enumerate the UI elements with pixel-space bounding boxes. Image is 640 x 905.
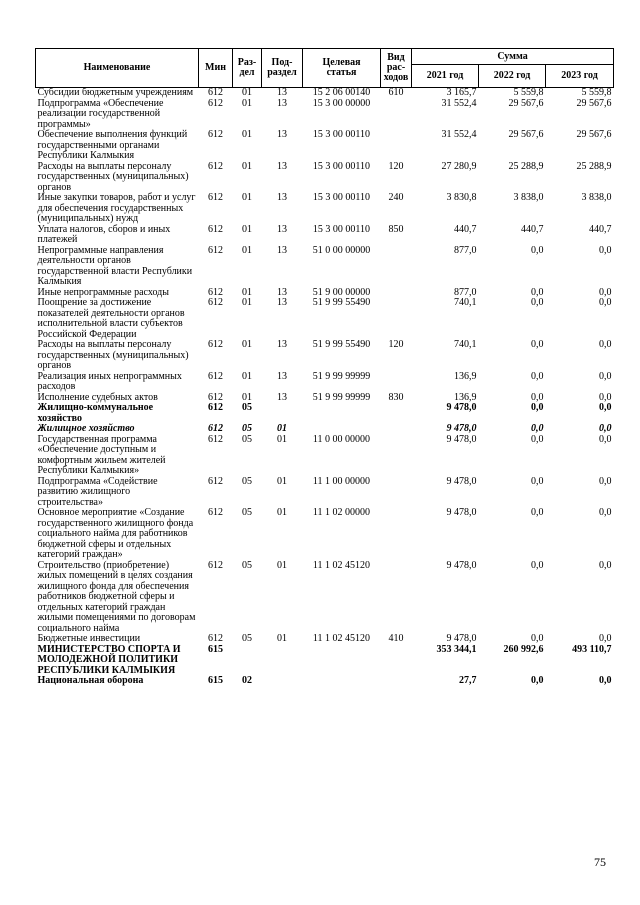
cell-podrazdel: 01 bbox=[277, 423, 287, 434]
cell-2022: 0,0 bbox=[531, 244, 544, 256]
cell-podrazdel bbox=[262, 645, 303, 677]
table-row bbox=[36, 225, 614, 246]
cell-vid bbox=[381, 372, 412, 393]
cell-vid: 410 bbox=[388, 633, 404, 644]
cell-vid bbox=[381, 298, 412, 340]
cell-target: 15 3 00 00110 bbox=[312, 160, 371, 172]
cell-vid: 610 bbox=[388, 87, 404, 98]
header-vid: Вид рас- ходов bbox=[381, 49, 412, 88]
cell-podrazdel: 13 bbox=[277, 87, 287, 98]
cell-vid bbox=[381, 403, 412, 424]
cell-2021: 3 165,7 bbox=[446, 87, 477, 98]
cell-2022: 25 288,9 bbox=[508, 160, 544, 172]
cell-podrazdel: 13 bbox=[277, 160, 287, 172]
cell-min: 615 bbox=[208, 675, 223, 686]
cell-name: Подпрограмма «Обеспечение реализации государственной программы» bbox=[37, 97, 164, 130]
cell-2021: 9 478,0 bbox=[446, 475, 477, 487]
header-summa: Сумма bbox=[412, 49, 614, 65]
table-row bbox=[36, 477, 614, 509]
cell-podrazdel: 13 bbox=[277, 192, 287, 203]
cell-2022: 0,0 bbox=[531, 402, 544, 413]
cell-name: Расходы на выплаты персоналу государственных (муниципальных) органов bbox=[37, 160, 189, 193]
budget-table bbox=[35, 48, 614, 687]
cell-podrazdel: 13 bbox=[277, 97, 287, 109]
cell-2023: 29 567,6 bbox=[576, 97, 612, 109]
cell-2022: 0,0 bbox=[531, 559, 544, 571]
cell-target bbox=[303, 645, 381, 677]
cell-target: 15 3 00 00110 bbox=[312, 192, 371, 203]
cell-name: Строительство (приобретение) жилых помещений в целях создания жилищного фонда для обеспечения работников бюджетной сферы и отдельных категорий граждан жилыми помещениями по договорам социального найма bbox=[37, 559, 196, 634]
cell-min: 612 bbox=[208, 87, 223, 98]
cell-2023: 0,0 bbox=[599, 559, 612, 571]
cell-2021: 136,9 bbox=[454, 391, 477, 403]
cell-2023: 0,0 bbox=[599, 423, 612, 434]
cell-target: 15 3 00 00110 bbox=[312, 129, 371, 140]
cell-2023: 0,0 bbox=[599, 286, 612, 298]
header-2022: 2022 год bbox=[479, 65, 546, 88]
cell-podrazdel: 01 bbox=[277, 507, 287, 518]
cell-2023: 0,0 bbox=[599, 370, 612, 382]
cell-target: 51 9 99 99999 bbox=[312, 391, 371, 403]
cell-2022: 5 559,8 bbox=[513, 87, 544, 98]
cell-2021: 877,0 bbox=[454, 286, 477, 298]
cell-target bbox=[303, 676, 381, 687]
cell-2021: 740,1 bbox=[454, 297, 477, 308]
cell-vid: 120 bbox=[388, 339, 404, 350]
cell-min: 612 bbox=[208, 423, 223, 434]
cell-podrazdel: 13 bbox=[277, 244, 287, 256]
cell-min: 612 bbox=[208, 391, 223, 403]
table-row bbox=[36, 340, 614, 372]
table-row bbox=[36, 403, 614, 424]
cell-2022: 260 992,6 bbox=[503, 643, 544, 655]
table-row bbox=[36, 634, 614, 645]
table-row bbox=[36, 99, 614, 131]
cell-razdel: 05 bbox=[242, 402, 252, 413]
cell-name: Жилищное хозяйство bbox=[37, 423, 135, 434]
cell-name: Подпрограмма «Содействие развитию жилищного строительства» bbox=[37, 475, 158, 508]
cell-vid bbox=[381, 130, 412, 162]
cell-podrazdel: 01 bbox=[277, 433, 287, 445]
cell-vid bbox=[381, 645, 412, 677]
cell-podrazdel: 13 bbox=[277, 370, 287, 382]
cell-target: 51 9 99 99999 bbox=[312, 370, 371, 382]
cell-vid bbox=[381, 561, 412, 635]
cell-2022: 0,0 bbox=[531, 675, 544, 686]
cell-razdel: 01 bbox=[242, 160, 252, 172]
cell-min: 612 bbox=[208, 223, 223, 235]
cell-podrazdel bbox=[262, 676, 303, 687]
cell-2023: 0,0 bbox=[599, 507, 612, 518]
cell-2023: 0,0 bbox=[599, 675, 612, 686]
cell-min: 615 bbox=[208, 643, 223, 655]
cell-2023: 0,0 bbox=[599, 633, 612, 644]
cell-target: 51 0 00 00000 bbox=[312, 244, 371, 256]
cell-min: 612 bbox=[208, 129, 223, 140]
cell-2021: 3 830,8 bbox=[446, 192, 477, 203]
table-row bbox=[36, 676, 614, 687]
cell-2023: 25 288,9 bbox=[576, 160, 612, 172]
cell-2023: 493 110,7 bbox=[572, 643, 612, 655]
cell-min: 612 bbox=[208, 192, 223, 203]
table-header bbox=[36, 49, 614, 88]
cell-razdel: 05 bbox=[242, 559, 252, 571]
cell-name: Реализация иных непрограммных расходов bbox=[37, 370, 182, 392]
cell-target: 11 1 02 00000 bbox=[312, 507, 371, 518]
cell-razdel: 01 bbox=[242, 223, 252, 235]
cell-podrazdel: 01 bbox=[277, 633, 287, 644]
cell-target: 15 3 00 00110 bbox=[312, 223, 371, 235]
cell-min: 612 bbox=[208, 433, 223, 445]
cell-2021: 31 552,4 bbox=[441, 97, 477, 109]
cell-vid bbox=[381, 99, 412, 131]
cell-2021: 9 478,0 bbox=[446, 633, 477, 644]
cell-name: Жилищно-коммунальное хозяйство bbox=[37, 402, 154, 424]
cell-2022: 29 567,6 bbox=[508, 97, 544, 109]
cell-vid bbox=[381, 435, 412, 477]
cell-name: Иные закупки товаров, работ и услуг для обеспечения государственных (муниципальных) нужд bbox=[37, 192, 196, 224]
table-row bbox=[36, 298, 614, 340]
cell-2021: 27 280,9 bbox=[441, 160, 477, 172]
cell-target: 11 0 00 00000 bbox=[312, 433, 371, 445]
cell-target: 15 3 00 00000 bbox=[312, 97, 371, 109]
table-row bbox=[36, 246, 614, 288]
cell-2021: 9 478,0 bbox=[446, 423, 477, 434]
cell-2021: 136,9 bbox=[454, 370, 477, 382]
cell-vid bbox=[381, 508, 412, 561]
cell-2022: 0,0 bbox=[531, 633, 544, 644]
cell-vid bbox=[381, 424, 412, 435]
table-row bbox=[36, 508, 614, 561]
header-2023: 2023 год bbox=[546, 65, 614, 88]
cell-name: Национальная оборона bbox=[37, 675, 144, 686]
cell-target: 11 1 02 45120 bbox=[312, 559, 371, 571]
cell-vid: 120 bbox=[388, 160, 404, 172]
cell-razdel: 01 bbox=[242, 339, 252, 350]
cell-name: Субсидии бюджетным учреждениям bbox=[37, 87, 194, 98]
cell-podrazdel: 01 bbox=[277, 475, 287, 487]
cell-podrazdel bbox=[262, 403, 303, 424]
cell-vid bbox=[381, 246, 412, 288]
cell-name: Бюджетные инвестиции bbox=[37, 633, 141, 644]
header-podrazdel: Под- раздел bbox=[262, 49, 303, 88]
page-number: 75 bbox=[594, 855, 606, 869]
cell-razdel: 05 bbox=[242, 475, 252, 487]
cell-2023: 0,0 bbox=[599, 297, 612, 308]
cell-razdel: 05 bbox=[242, 423, 252, 434]
cell-2023: 0,0 bbox=[599, 475, 612, 487]
cell-2021: 31 552,4 bbox=[441, 129, 477, 140]
cell-name: Обеспечение выполнения функций государственными органами Республики Калмыкия bbox=[37, 129, 188, 161]
cell-2021: 9 478,0 bbox=[446, 433, 477, 445]
cell-2022: 3 838,0 bbox=[513, 192, 544, 203]
table-row bbox=[36, 561, 614, 635]
cell-razdel: 01 bbox=[242, 391, 252, 403]
header-2021: 2021 год bbox=[412, 65, 479, 88]
cell-min: 612 bbox=[208, 559, 223, 571]
cell-2023: 29 567,6 bbox=[576, 129, 612, 140]
cell-vid bbox=[381, 477, 412, 509]
cell-target: 51 9 99 55490 bbox=[312, 339, 371, 350]
cell-target: 51 9 99 55490 bbox=[312, 297, 371, 308]
cell-razdel: 01 bbox=[242, 297, 252, 308]
cell-2021: 440,7 bbox=[454, 223, 477, 235]
cell-podrazdel: 13 bbox=[277, 129, 287, 140]
cell-2022: 0,0 bbox=[531, 370, 544, 382]
cell-target: 11 1 02 45120 bbox=[312, 633, 371, 644]
table-row bbox=[36, 424, 614, 435]
cell-podrazdel: 13 bbox=[277, 286, 287, 298]
cell-name: Исполнение судебных актов bbox=[37, 391, 158, 403]
header-name: Наименование bbox=[36, 49, 199, 88]
cell-razdel: 01 bbox=[242, 370, 252, 382]
cell-2023: 3 838,0 bbox=[581, 192, 612, 203]
cell-podrazdel: 01 bbox=[277, 559, 287, 571]
cell-target: 11 1 00 00000 bbox=[312, 475, 371, 487]
cell-name: Расходы на выплаты персоналу государственных (муниципальных) органов bbox=[37, 339, 189, 371]
cell-min: 612 bbox=[208, 402, 223, 413]
cell-2021: 9 478,0 bbox=[446, 559, 477, 571]
cell-podrazdel: 13 bbox=[277, 297, 287, 308]
table-row bbox=[36, 193, 614, 225]
cell-2022: 0,0 bbox=[531, 297, 544, 308]
cell-2023: 0,0 bbox=[599, 339, 612, 350]
cell-2022: 0,0 bbox=[531, 423, 544, 434]
cell-2022: 0,0 bbox=[531, 433, 544, 445]
cell-name: Поощрение за достижение показателей деятельности органов исполнительной власти субъектов Российской Федерации bbox=[37, 297, 185, 340]
cell-2021: 9 478,0 bbox=[446, 402, 477, 413]
cell-vid: 850 bbox=[388, 223, 404, 235]
cell-podrazdel: 13 bbox=[277, 339, 287, 350]
cell-min: 612 bbox=[208, 160, 223, 172]
cell-2023: 440,7 bbox=[589, 223, 612, 235]
cell-2022: 0,0 bbox=[531, 339, 544, 350]
cell-2023: 5 559,8 bbox=[581, 87, 612, 98]
cell-name: МИНИСТЕРСТВО СПОРТА И МОЛОДЕЖНОЙ ПОЛИТИКИ РЕСПУБЛИКИ КАЛМЫКИЯ bbox=[37, 643, 181, 676]
cell-2022: 0,0 bbox=[531, 391, 544, 403]
cell-min: 612 bbox=[208, 475, 223, 487]
cell-2021: 353 344,1 bbox=[436, 643, 477, 655]
cell-target bbox=[303, 424, 381, 435]
cell-2021: 740,1 bbox=[454, 339, 477, 350]
cell-razdel: 05 bbox=[242, 433, 252, 445]
cell-min: 612 bbox=[208, 244, 223, 256]
cell-razdel: 02 bbox=[242, 675, 252, 686]
cell-razdel: 01 bbox=[242, 286, 252, 298]
cell-podrazdel: 13 bbox=[277, 223, 287, 235]
table-row bbox=[36, 372, 614, 393]
table-row bbox=[36, 645, 614, 677]
cell-razdel: 01 bbox=[242, 244, 252, 256]
table-row bbox=[36, 130, 614, 162]
cell-2021: 9 478,0 bbox=[446, 507, 477, 518]
cell-razdel: 05 bbox=[242, 633, 252, 644]
cell-vid: 240 bbox=[388, 192, 404, 203]
cell-min: 612 bbox=[208, 633, 223, 644]
cell-min: 612 bbox=[208, 97, 223, 109]
cell-razdel: 01 bbox=[242, 192, 252, 203]
cell-target bbox=[303, 403, 381, 424]
header-target: Целевая статья bbox=[303, 49, 381, 88]
cell-min: 612 bbox=[208, 286, 223, 298]
cell-razdel: 01 bbox=[242, 87, 252, 98]
cell-razdel: 05 bbox=[242, 507, 252, 518]
cell-min: 612 bbox=[208, 370, 223, 382]
cell-razdel bbox=[233, 645, 262, 677]
cell-min: 612 bbox=[208, 507, 223, 518]
cell-2023: 0,0 bbox=[599, 402, 612, 413]
cell-2022: 440,7 bbox=[521, 223, 544, 235]
cell-name: Уплата налогов, сборов и иных платежей bbox=[37, 223, 171, 245]
cell-vid bbox=[381, 676, 412, 687]
cell-2023: 0,0 bbox=[599, 391, 612, 403]
cell-2021: 27,7 bbox=[459, 675, 477, 686]
table-row bbox=[36, 435, 614, 477]
cell-2023: 0,0 bbox=[599, 244, 612, 256]
cell-name: Непрограммные направления деятельности органов государственной власти Республики Калмыкия bbox=[37, 244, 193, 287]
header-min: Мин bbox=[199, 49, 233, 88]
cell-razdel: 01 bbox=[242, 97, 252, 109]
cell-target: 51 9 00 00000 bbox=[312, 286, 371, 298]
cell-2023: 0,0 bbox=[599, 433, 612, 445]
cell-vid: 830 bbox=[388, 391, 404, 403]
cell-2022: 0,0 bbox=[531, 507, 544, 518]
cell-2022: 0,0 bbox=[531, 475, 544, 487]
cell-vid bbox=[381, 288, 412, 299]
cell-2022: 0,0 bbox=[531, 286, 544, 298]
cell-name: Государственная программа «Обеспечение доступным и комфортным жильем жителей Республики Калмыкия» bbox=[37, 433, 166, 476]
cell-min: 612 bbox=[208, 297, 223, 308]
cell-razdel: 01 bbox=[242, 129, 252, 140]
cell-2021: 877,0 bbox=[454, 244, 477, 256]
cell-name: Основное мероприятие «Создание государственного жилищного фонда социального найма для работников бюджетной сферы и отдельных категорий граждан» bbox=[37, 507, 194, 560]
header-razdel: Раз- дел bbox=[233, 49, 262, 88]
table-body bbox=[36, 88, 614, 687]
cell-name: Иные непрограммные расходы bbox=[37, 286, 169, 298]
cell-target: 15 2 06 00140 bbox=[312, 87, 371, 98]
cell-2022: 29 567,6 bbox=[508, 129, 544, 140]
table-row bbox=[36, 162, 614, 194]
cell-podrazdel: 13 bbox=[277, 391, 287, 403]
table-row bbox=[36, 88, 614, 99]
cell-min: 612 bbox=[208, 339, 223, 350]
